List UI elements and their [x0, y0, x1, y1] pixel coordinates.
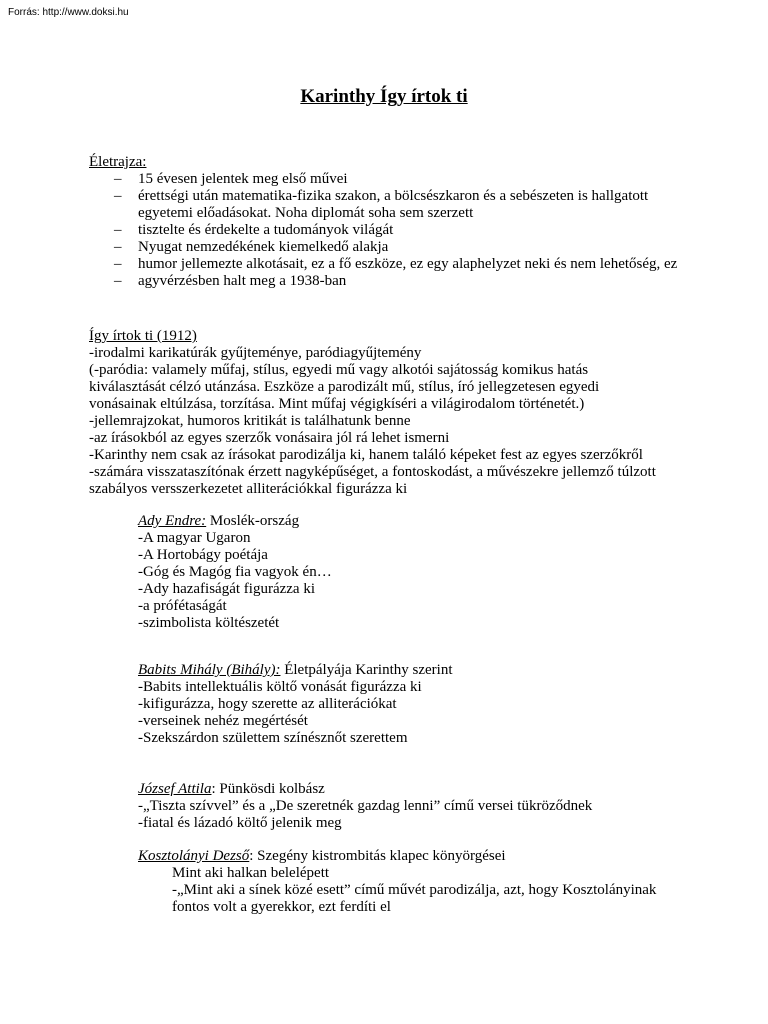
text-line: -Góg és Magóg fia vagyok én…: [138, 564, 332, 580]
list-item: – érettségi után matematika-fizika szakon, a bölcsészkaron és a sebészeten is hallgatott egyetemi előadásokat. Noha diplomát soha sem szerzett: [114, 188, 649, 221]
source-label: Forrás: http://www.doksi.hu: [8, 7, 129, 18]
parody-title: : Szegény kistrombitás klapec könyörgései: [249, 848, 506, 864]
page-title: Karinthy Így írtok ti: [300, 86, 468, 107]
text-line: vonásainak eltúlzása, torzítása. Mint műfaj végigkíséri a világirodalom történetét.): [89, 396, 585, 412]
text-line: -Karinthy nem csak az írásokat parodizálja ki, hanem találó képeket fest az egyes szerzőkről: [89, 447, 643, 463]
list-item: – Nyugat nemzedékének kiemelkedő alakja: [114, 239, 389, 255]
text-line: -A magyar Ugaron: [138, 530, 251, 546]
text-line: -Ady hazafiságát figurázza ki: [138, 581, 315, 597]
ady-block: [138, 513, 698, 632]
biography-list: [89, 171, 699, 290]
list-item: – humor jellemezte alkotásait, ez a fő eszköze, ez egy alaphelyzet neki és nem lehetőség, ez: [114, 256, 678, 272]
text-line: -kifigurázza, hogy szerette az alliterációkat: [138, 696, 397, 712]
text-line: -verseinek nehéz megértését: [138, 713, 308, 729]
author-name: József Attila: [138, 781, 212, 797]
work-heading: Így írtok ti (1912): [89, 328, 197, 344]
kosztolanyi-block: [138, 848, 698, 916]
parody-title: Életpályája Karinthy szerint: [280, 662, 453, 678]
babits-block: [138, 662, 698, 747]
text-line: -szimbolista költészetét: [138, 615, 280, 631]
jozsef-block: [138, 781, 698, 832]
text-line: -az írásokból az egyes szerzők vonásaira jól rá lehet ismerni: [89, 430, 450, 446]
parody-title: : Pünkösdi kolbász: [211, 781, 325, 797]
biography-heading: Életrajza:: [89, 154, 147, 170]
author-name: Babits Mihály (Bihály):: [138, 662, 281, 678]
text-line: -„Tiszta szívvel” és a „De szeretnék gazdag lenni” című versei tükröződnek: [138, 798, 593, 814]
text-line: -fiatal és lázadó költő jelenik meg: [138, 815, 342, 831]
text-line: -számára visszataszítónak érzett nagyképűséget, a fontoskodást, a művészekre jellemző túlzott: [89, 464, 656, 480]
text-line: szabályos versszerkezetet alliterációkkal figurázza ki: [89, 481, 408, 497]
text-line: fontos volt a gyerekkor, ezt ferdíti el: [172, 899, 391, 915]
biography-section: [89, 154, 699, 290]
text-line: -a prófétaságát: [138, 598, 227, 614]
text-line: -irodalmi karikatúrák gyűjteménye, paródiagyűjtemény: [89, 345, 422, 361]
list-item: – agyvérzésben halt meg a 1938-ban: [114, 273, 347, 289]
list-item: – tisztelte és érdekelte a tudományok világát: [114, 222, 394, 238]
parody-title: Moslék-ország: [206, 513, 300, 529]
text-line: -Babits intellektuális költő vonását figurázza ki: [138, 679, 422, 695]
text-line: (-paródia: valamely műfaj, stílus, egyedi mű vagy alkotói sajátosság komikus hatás: [89, 362, 589, 378]
text-line: -„Mint aki a sínek közé esett” című művét parodizálja, azt, hogy Kosztolányinak: [172, 882, 657, 898]
work-section: [89, 328, 699, 498]
author-name: Ady Endre:: [138, 513, 207, 529]
text-line: -jellemrajzokat, humoros kritikát is találhatunk benne: [89, 413, 411, 429]
text-line: Mint aki halkan belelépett: [172, 865, 330, 881]
author-name: Kosztolányi Dezső: [138, 848, 250, 864]
text-line: -A Hortobágy poétája: [138, 547, 268, 563]
text-line: kiválasztását célzó utánzása. Eszköze a parodizált mű, stílus, író jellegzetesen egyedi: [89, 379, 600, 395]
list-item: – 15 évesen jelentek meg első művei: [114, 171, 348, 187]
text-line: -Szekszárdon születtem színésznőt szerettem: [138, 730, 408, 746]
